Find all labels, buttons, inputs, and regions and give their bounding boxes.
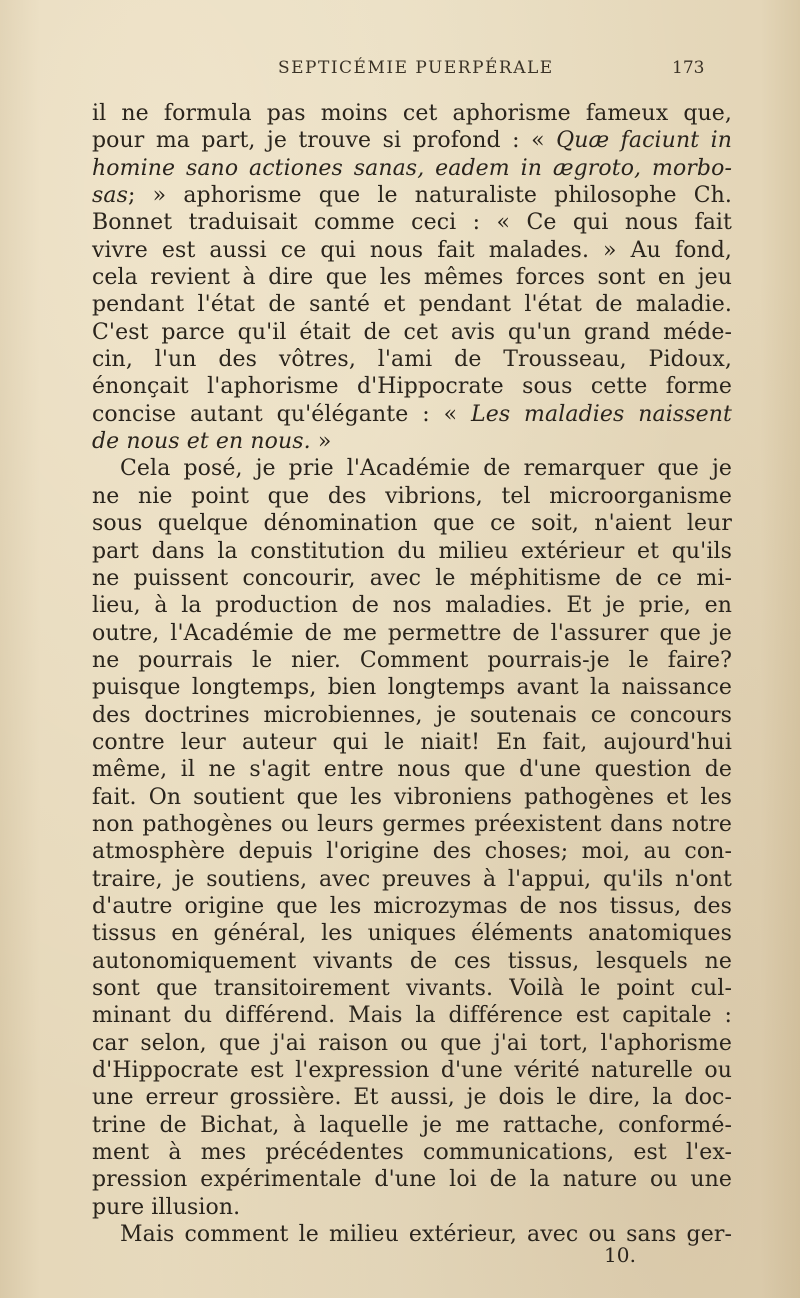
text-line — [92, 1112, 732, 1139]
text-line — [92, 565, 732, 592]
text-line — [92, 1057, 732, 1084]
text-line — [92, 237, 732, 264]
text-line — [92, 209, 732, 236]
text-segment: trine de Bichat, à laquelle je me rattache, conformé- — [92, 1112, 732, 1138]
text-segment: tissus en général, les uniques éléments anatomiques — [92, 921, 732, 947]
text-line — [92, 702, 732, 729]
text-segment: des doctrines microbiennes, je soutenais ce concours — [92, 702, 732, 728]
text-line — [92, 428, 732, 455]
text-segment: homine sano actiones sanas, eadem in ægroto, morbo- — [92, 155, 732, 181]
body-text — [92, 100, 732, 1248]
text-segment: cela revient à dire que les mêmes forces sont en jeu — [92, 265, 732, 291]
signature-mark-text: 10. — [603, 1243, 637, 1267]
text-line — [92, 975, 732, 1002]
text-line — [92, 1030, 732, 1057]
text-segment: sont que transitoirement vivants. Voilà le point cul- — [92, 976, 732, 1001]
text-line — [92, 674, 732, 701]
text-segment: d'autre origine que les microzymas de nos tissus, des — [92, 893, 732, 919]
text-segment: énonçait l'aphorisme d'Hippocrate sous cette forme — [92, 374, 732, 400]
text-segment: puisque longtemps, bien longtemps avant la naissance — [92, 675, 732, 701]
text-segment: » — [310, 429, 332, 455]
text-line — [92, 483, 732, 510]
text-line — [92, 647, 732, 674]
text-line — [92, 1166, 732, 1193]
text-segment: C'est parce qu'il était de cet avis qu'un grand méde- — [92, 319, 732, 345]
text-line — [92, 538, 732, 565]
text-line — [92, 155, 732, 182]
text-line — [92, 182, 732, 209]
text-segment: ne pourrais le nier. Comment pourrais-je le faire? — [92, 647, 732, 673]
running-head — [0, 58, 800, 84]
text-segment: il ne formula pas moins cet aphorisme fameux que, — [92, 101, 732, 126]
text-segment: Cela posé, je prie l'Académie de remarquer que je — [120, 456, 732, 482]
text-segment: Quæ faciunt in — [556, 128, 732, 154]
text-line — [92, 510, 732, 537]
text-line — [92, 346, 732, 373]
text-line — [92, 373, 732, 400]
text-segment: traire, je soutiens, avec preuves à l'appui, qu'ils n'ont — [92, 866, 732, 892]
text-segment: sas — [92, 183, 128, 209]
page-number: 173 — [672, 58, 705, 78]
running-title: SEPTICÉMIE PUERPÉRALE — [278, 58, 554, 78]
text-segment: ne puissent concourir, avec le méphitisme de ce mi- — [92, 565, 732, 591]
text-line — [92, 866, 732, 893]
text-line — [92, 920, 732, 947]
text-segment: pendant l'état de santé et pendant l'état de maladie. — [92, 292, 732, 318]
text-segment: pure illusion. — [92, 1194, 241, 1220]
text-line — [92, 756, 732, 783]
text-segment: atmosphère depuis l'origine des choses; moi, au con- — [92, 839, 732, 865]
text-segment: Mais comment le milieu extérieur, avec ou sans ger- — [120, 1222, 732, 1248]
text-line — [92, 592, 732, 619]
text-line — [92, 948, 732, 975]
text-segment: ment à mes précédentes communications, est l'ex- — [92, 1140, 732, 1166]
text-segment: car selon, que j'ai raison ou que j'ai tort, l'aphorisme — [92, 1030, 732, 1056]
text-line — [92, 100, 732, 127]
text-segment: concise autant qu'élégante : « — [92, 401, 471, 427]
text-line — [92, 1002, 732, 1029]
text-line — [92, 127, 732, 154]
text-line — [92, 838, 732, 865]
text-line — [92, 319, 732, 346]
text-segment: minant du différend. Mais la différence est capitale : — [92, 1003, 732, 1029]
text-segment: ne nie point que des vibrions, tel microorganisme — [92, 483, 732, 509]
text-line — [92, 893, 732, 920]
text-segment: autonomiquement vivants de ces tissus, lesquels ne — [92, 948, 732, 974]
text-line — [92, 811, 732, 838]
text-segment: pression expérimentale d'une loi de la nature ou une — [92, 1167, 732, 1193]
text-segment: fait. On soutient que les vibroniens pathogènes et les — [92, 784, 732, 810]
text-segment: ; » aphorisme que le naturaliste philosophe Ch. — [128, 183, 732, 209]
text-segment: pour ma part, je trouve si profond : « — [92, 128, 557, 154]
text-segment: Les maladies naissent — [470, 401, 732, 427]
text-line — [92, 1084, 732, 1111]
text-line — [92, 291, 732, 318]
text-line — [92, 1139, 732, 1166]
text-segment: vivre est aussi ce qui nous fait malades. » Au fond, — [92, 237, 732, 263]
text-segment: cin, l'un des vôtres, l'ami de Trousseau, Pidoux, — [92, 347, 732, 373]
text-line — [92, 264, 732, 291]
text-line — [92, 1194, 732, 1221]
text-segment: une erreur grossière. Et aussi, je dois le dire, la doc- — [92, 1085, 732, 1111]
signature-mark — [580, 1242, 660, 1269]
text-segment: d'Hippocrate est l'expression d'une vérité naturelle ou — [92, 1058, 732, 1084]
text-line — [92, 401, 732, 428]
text-segment: outre, l'Académie de me permettre de l'assurer que je — [92, 620, 732, 646]
text-segment: contre leur auteur qui le niait! En fait, aujourd'hui — [92, 729, 732, 755]
text-segment: même, il ne s'agit entre nous que d'une question de — [92, 757, 732, 783]
text-line — [92, 620, 732, 647]
text-segment: sous quelque dénomination que ce soit, n'aient leur — [92, 511, 732, 537]
text-segment: non pathogènes ou leurs germes préexistent dans notre — [92, 811, 732, 837]
text-segment: de nous et en nous. — [92, 429, 311, 455]
text-line — [92, 455, 732, 482]
text-line — [92, 784, 732, 811]
text-segment: lieu, à la production de nos maladies. Et je prie, en — [92, 593, 732, 619]
text-segment: Bonnet traduisait comme ceci : « Ce qui nous fait — [92, 210, 732, 236]
text-line — [92, 729, 732, 756]
text-segment: part dans la constitution du milieu extérieur et qu'ils — [92, 538, 732, 564]
